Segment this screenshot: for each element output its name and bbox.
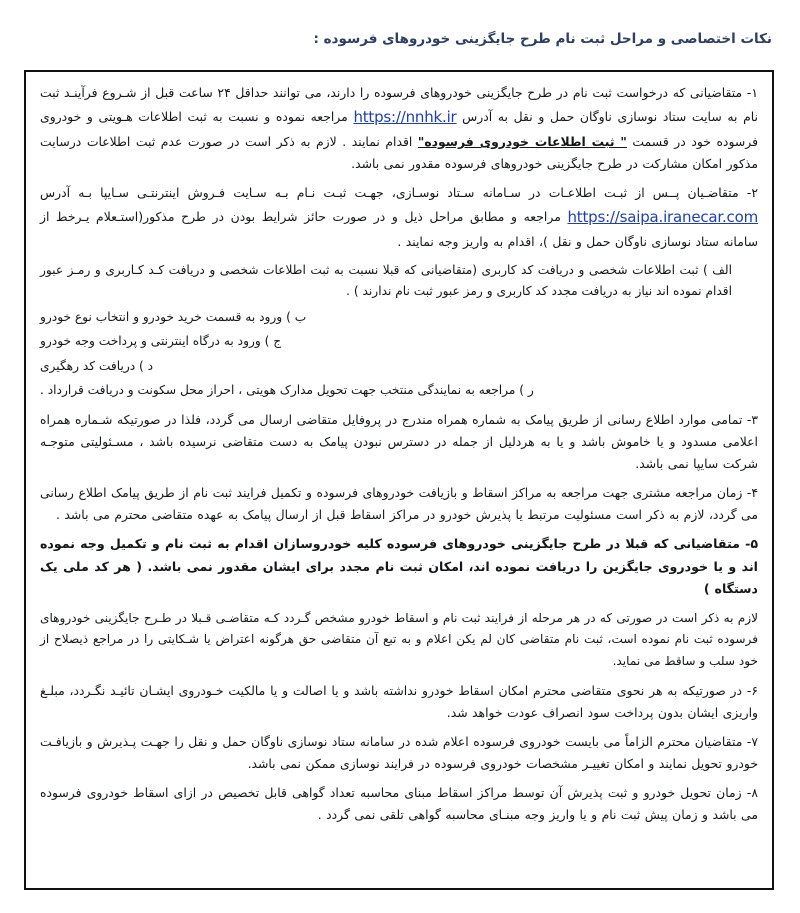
item-8-text: زمان تحویل خودرو و ثبت پذیرش آن توسط مراکز اسقاط مبنای محاسبه تعداد گواهی قابل تخصیص در ازای اسقاط خودروی فرسوده می باشد و زمان پیش ثبت نام و یا واریز وجه مبنـای محاسبه گواهی تلقی نمی گردد . <box>40 785 758 823</box>
sub-item-jim <box>40 330 758 353</box>
item-4-text: زمان مراجعه مشتری جهت مراجعه به مراکز اسقاط و بازیافت خودروهای فرسوده و تکمیل فرایند ثبت نام از طریق پیامک اطلاع رسانی می گردد، لازم به ذکر است مسئولیت مرتبط یا پذیرش خودرو در مراکز اسقاط قبل از ارسال پیامک به عهده متقاضی محترم می باشد . <box>40 485 758 523</box>
sub-item-be-label: ب ) <box>286 310 307 325</box>
sub-item-dal-label: د ) <box>139 358 154 373</box>
sub-item-jim-label: ج ) <box>264 334 282 349</box>
list-item-5 <box>40 533 758 600</box>
list-item-2 <box>40 182 758 253</box>
sub-item-re-label: ر ) <box>519 382 534 397</box>
list-item-8 <box>40 782 758 826</box>
continuation-paragraph: لازم به ذکر است در صورتی که در هر مرحله از فرایند ثبت نام و اسقاط خودرو مشخص گـردد کـه متقاضـی قـبلا در طـرح جایگزینی خودروهای فرسوده ثبت نام نموده است، ثبت نام متقاضی کان لم یکن اعلام و به تبع آن متقاضی حق هرگونه اعتراض یا شـکایتی را در مراجع ذیصلاح از خود سلب و ساقط می نماید. <box>40 610 758 668</box>
link-saipa-iranecar[interactable]: https://saipa.iranecar.com <box>567 208 758 226</box>
item-1-quoted-phrase: " ثبت اطلاعات خودروی فرسوده" <box>417 133 627 149</box>
sub-item-dal <box>40 355 758 378</box>
item-1-text-before-link: متقاضیانی که درخواست ثبت نام در طرح جایگزینی خودروهای فرسوده را دارند، می توانند حداقل ۲۴ ساعت قبل از شـروع فرآینـد ثبت نام به سایت ستاد نوسازی ناوگان حمل و نقل به آدرس <box>40 85 758 125</box>
item-1-text-after-link: مراجعه نموده و نسبت به ثبت اطلاعات هـویتی و خودروی فرسوده خود در قسمت <box>40 109 758 149</box>
sub-item-alef-label: الف ) <box>703 262 733 277</box>
sub-item-re <box>40 379 758 402</box>
item-1-number: ۱- <box>746 85 758 100</box>
sub-item-be <box>40 306 758 329</box>
sub-item-alef <box>40 260 758 303</box>
item-5-number: ۵- <box>745 536 758 552</box>
sub-item-be-text: ورود به قسمت خرید خودرو و انتخاب نوع خودرو <box>40 310 283 325</box>
item-3-text: تمامی موارد اطلاع رسانی از طریق پیامک به شماره همراه مندرج در پروفایل متقاضی ارسال می گردد، فلذا در صورتیکه شـماره همراه اعلامی مسدود و یا خاموش باشد و یا به هردلیل از جمله در دسترس نبودن پیامک به دست متقاضی نرسیده باشد ، مسـئولیتی متوجـه شرکت سایپا نمی باشد. <box>40 411 758 472</box>
list-item-7 <box>40 731 758 775</box>
item-7-number: ۷- <box>746 734 758 750</box>
item-1-text-tail: اقدام نمایند . لازم به ذکر است در صورت عدم ثبت اطلاعات درسایت مذکور امکان مشارکت در طرح جایگزینی خودروهای فرسوده مقدور نمی باشد. <box>40 133 758 171</box>
item-2-text-before-link: متقاضـیان پــس از ثبـت اطلاعـات در سـامانه سـتاد نوسـازی، جهـت ثبـت نـام بـه سـایت فـروش اینترنتـی سـایپا بـه آدرس <box>40 184 739 200</box>
item-3-number: ۳- <box>746 411 758 427</box>
page-title: نکات اختصاصی و مراحل ثبت نام طرح جایگزینی خودروهای فرسوده : <box>313 31 772 47</box>
item-6-text: در صورتیکه به هر نحوی متقاضی محترم امکان اسقاط خودرو نداشته باشد و یا اصالت و یا مالکیت خـودروی ایشـان تائیـد نگـردد، مبلـغ واریزی ایشان بدون پرداخت سود انصراف عودت خواهد شد. <box>40 683 758 721</box>
link-nnhk[interactable]: https://nnhk.ir <box>353 108 457 127</box>
sub-item-dal-text: دریافت کد رهگیری <box>40 358 136 373</box>
list-item-4 <box>40 482 758 526</box>
content-container <box>24 70 774 890</box>
item-2-number: ۲- <box>746 184 758 200</box>
item-8-number: ۸- <box>746 785 758 801</box>
list-item-6 <box>40 680 758 724</box>
item-5-text: متقاضیانی که قبلا در طرح جایگزینی خودروهای فرسوده کلیه خودروسازان اقدام به ثبت نام و تکمیل وجه نموده اند و یا خودروی جایگزین را دریافت نموده اند، امکان ثبت نام مجدد برای ایشان مقدور نمی باشد. ( هر کد ملی یک دستگاه ) <box>40 536 758 597</box>
item-7-text: متقاضیان محترم الزاماً می بایست خودروی فرسوده اعلام شده در سامانه ستاد نوسازی ناوگان حمل و نقل را جهـت پـذیرش و بازیافـت خودرو تحویل نمایند و امکان تغییـر مشخصات خودروی فرسوده در فرایند نوسازی ممکن نمی باشد. <box>40 734 758 772</box>
list-item-1 <box>40 82 758 175</box>
sub-item-alef-text: ثبت اطلاعات شخصی و دریافت کد کاربری (متقاضیانی که قبلا نسبت به ثبت اطلاعات شخصی و دریافت کـد کـاربری و رمـز عبور اقدام نموده اند نیاز به دریافت مجدد کد کاربری و رمز عبور ثبت نام ندارند ) . <box>40 262 732 299</box>
item-4-number: ۴- <box>746 485 758 501</box>
item-2-text-after-link: مراجعه و مطابق مراحل ذیل و در صورت حائز شرایط بودن در طرح مذکور(استـعلام یـرخط از سامانه ستاد نوسازی ناوگان حمل و نقل )، اقدام به واریز وجه نمایند . <box>40 209 758 249</box>
sub-item-re-text: مراجعه به نمایندگی منتخب جهت تحویل مدارک هویتی ، احراز محل سکونت و دریافت قرارداد . <box>40 382 516 397</box>
item-6-number: ۶- <box>746 683 758 699</box>
list-item-3 <box>40 409 758 475</box>
sub-item-jim-text: ورود به درگاه اینترنتی و پرداخت وجه خودرو <box>40 334 261 349</box>
